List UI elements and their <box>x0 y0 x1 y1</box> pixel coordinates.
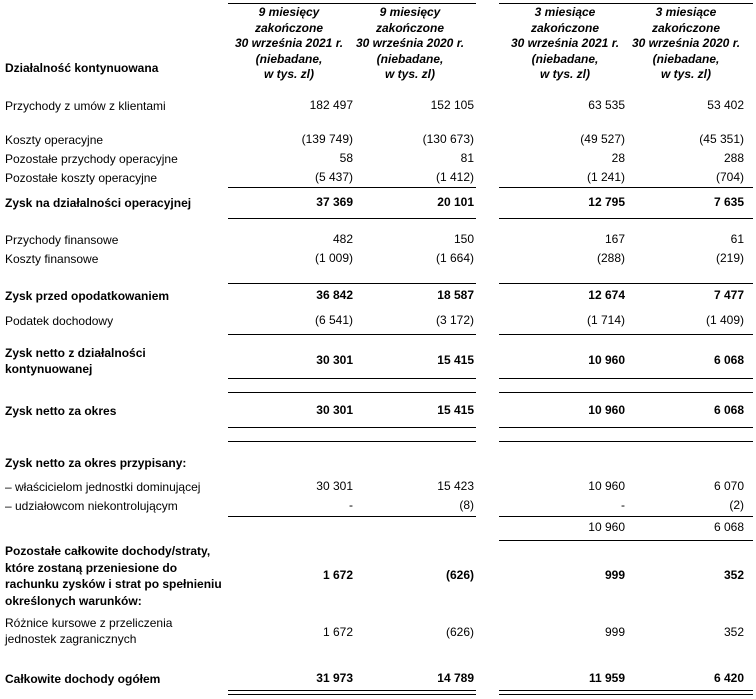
column-header-4 <box>627 5 745 83</box>
value-cell: 18 587 <box>437 288 474 302</box>
value-cell: (1 412) <box>435 170 474 184</box>
value-cell: 999 <box>604 625 625 639</box>
value-cell: 63 535 <box>588 98 625 112</box>
value-cell: (5 437) <box>314 170 353 184</box>
value-cell: (45 351) <box>699 132 744 146</box>
value-cell: 182 497 <box>309 98 353 112</box>
rule-line <box>228 334 476 335</box>
column-header-line: 3 miesiące <box>655 5 717 19</box>
value-cell: 30 301 <box>316 353 353 367</box>
column-header-line: (niebadane, <box>255 51 323 66</box>
row-label-line: Przychody finansowe <box>5 233 119 247</box>
rule-line <box>499 694 753 695</box>
value-cell: (1 714) <box>586 313 625 327</box>
value-cell: (2) <box>729 498 744 512</box>
value-cell: 15 415 <box>437 403 474 417</box>
value-cell: 10 960 <box>588 520 625 534</box>
value-cell: 10 960 <box>588 479 625 493</box>
value-cell: 58 <box>339 151 353 165</box>
value-cell: 288 <box>723 151 744 165</box>
column-header-line: w tys. zl) <box>539 67 590 81</box>
row-label-line: Koszty finansowe <box>5 252 99 266</box>
value-cell: (219) <box>715 251 744 265</box>
value-cell: (130 673) <box>422 132 474 146</box>
row-label-line: rachunku zysków i strat po spełnieniu <box>5 577 222 591</box>
row-label-line: Całkowite dochody ogółem <box>5 672 161 686</box>
value-cell: 10 960 <box>588 353 625 367</box>
rule-line <box>228 427 476 428</box>
column-header-1 <box>230 5 348 83</box>
value-cell: 6 070 <box>713 479 744 493</box>
value-cell: 12 795 <box>588 195 625 209</box>
value-cell: 53 402 <box>707 98 744 112</box>
row-label-line: Zysk na działalności operacyjnej <box>5 196 192 210</box>
column-header-line: 30 września 2021 r. <box>510 36 620 50</box>
row-label-line: Zysk netto z działalności <box>5 346 146 360</box>
value-cell: (6 541) <box>314 313 353 327</box>
rule-line <box>499 540 753 541</box>
rule-line <box>499 690 753 691</box>
rule-line <box>228 516 476 517</box>
row-label-line: które zostaną przeniesione do <box>5 560 178 575</box>
rule-line <box>499 283 753 284</box>
value-cell: (626) <box>445 625 474 639</box>
value-cell: 36 842 <box>316 288 353 302</box>
row-label-line: – udziałowcom niekontrolującym <box>5 499 178 513</box>
value-cell: 81 <box>460 151 474 165</box>
value-cell: 7 477 <box>713 288 744 302</box>
value-cell: 12 674 <box>588 288 625 302</box>
value-cell: 11 959 <box>588 671 625 685</box>
rule-line <box>228 694 476 695</box>
value-cell: (1 409) <box>705 313 744 327</box>
value-cell: - <box>621 498 625 512</box>
row-label-line: Zysk netto za okres przypisany: <box>5 456 187 470</box>
value-cell: 352 <box>723 568 744 582</box>
column-header-line: 30 września 2021 r. <box>234 36 344 50</box>
value-cell: (1 664) <box>435 251 474 265</box>
section-title: Działalność kontynuowana <box>5 61 159 75</box>
column-header-line: 9 miesięcy <box>379 5 441 19</box>
row-label <box>5 345 146 377</box>
row-label <box>5 251 98 267</box>
row-label <box>5 615 172 647</box>
column-header-2 <box>351 5 469 83</box>
column-header-line: zakończone <box>375 20 444 35</box>
row-label <box>5 671 160 687</box>
column-header-3 <box>506 5 624 83</box>
row-label-line: Zysk netto za okres <box>5 404 117 418</box>
row-label-line: określonych warunków: <box>5 593 142 608</box>
rule-line <box>499 187 753 188</box>
column-header-line: w tys. zl) <box>263 67 314 81</box>
rule-line <box>499 334 753 335</box>
value-cell: (3 172) <box>435 313 474 327</box>
value-cell: 31 973 <box>316 671 353 685</box>
value-cell: 6 068 <box>713 353 744 367</box>
row-label <box>5 455 186 471</box>
value-cell: (288) <box>596 251 625 265</box>
column-header-line: w tys. zl) <box>384 67 435 81</box>
value-cell: 1 672 <box>322 568 353 582</box>
value-cell: 150 <box>453 232 474 246</box>
value-cell: 352 <box>723 625 744 639</box>
row-label-line: Zysk przed opodatkowaniem <box>5 289 170 303</box>
column-header-line: zakończone <box>651 20 720 35</box>
value-cell: 20 101 <box>437 195 474 209</box>
row-label-line: – właścicielom jednostki dominującej <box>5 480 201 494</box>
row-label-line: Koszty operacyjne <box>5 133 104 147</box>
value-cell: 1 672 <box>322 625 353 639</box>
value-cell: 30 301 <box>316 479 353 493</box>
column-header-line: 30 września 2020 r. <box>631 36 741 50</box>
value-cell: (626) <box>445 568 474 582</box>
value-cell: 167 <box>604 232 625 246</box>
value-cell: - <box>349 498 353 512</box>
column-header-line: zakończone <box>530 20 599 35</box>
rule-line <box>228 187 476 188</box>
row-label <box>5 151 178 167</box>
row-label <box>5 498 178 514</box>
row-label-line: kontynuowanej <box>5 362 93 376</box>
rule-line <box>228 392 476 393</box>
rule-line <box>499 218 753 219</box>
column-header-line: (niebadane, <box>531 51 599 66</box>
rule-line <box>228 283 476 284</box>
value-cell: 15 415 <box>437 353 474 367</box>
value-cell: 15 423 <box>437 479 474 493</box>
value-cell: (49 527) <box>580 132 625 146</box>
value-cell: 152 105 <box>430 98 474 112</box>
column-header-line: 9 miesięcy <box>258 5 320 19</box>
row-label-line: Różnice kursowe z przeliczenia <box>5 616 173 630</box>
row-label <box>5 195 191 211</box>
rule-line <box>499 378 753 379</box>
rule-line <box>499 3 753 4</box>
value-cell: (704) <box>715 170 744 184</box>
row-label-line: Przychody z umów z klientami <box>5 99 166 113</box>
column-header-line: w tys. zl) <box>660 67 711 81</box>
value-cell: 61 <box>730 232 744 246</box>
rule-line <box>228 218 476 219</box>
row-label-line: Pozostałe całkowite dochody/straty, <box>5 544 211 558</box>
rule-line <box>499 441 753 442</box>
value-cell: 482 <box>332 232 353 246</box>
value-cell: (1 241) <box>586 170 625 184</box>
rule-line <box>499 392 753 393</box>
rule-line <box>499 427 753 428</box>
column-header-line: 3 miesiące <box>534 5 596 19</box>
row-label <box>5 403 116 419</box>
rule-line <box>228 441 476 442</box>
row-label <box>5 170 157 186</box>
value-cell: 6 420 <box>713 671 744 685</box>
row-label <box>5 479 200 495</box>
rule-line <box>228 690 476 691</box>
column-header-line: (niebadane, <box>376 51 444 66</box>
value-cell: 10 960 <box>588 403 625 417</box>
value-cell: (1 009) <box>314 251 353 265</box>
rule-line <box>499 516 753 517</box>
rule-line <box>228 378 476 379</box>
row-label-line: Podatek dochodowy <box>5 314 114 328</box>
row-label <box>5 98 166 114</box>
value-cell: 6 068 <box>713 403 744 417</box>
value-cell: 14 789 <box>437 671 474 685</box>
row-label <box>5 313 113 329</box>
value-cell: 28 <box>611 151 625 165</box>
row-label <box>5 132 103 148</box>
row-label <box>5 232 118 248</box>
row-label-line: Pozostałe koszty operacyjne <box>5 171 158 185</box>
value-cell: 6 068 <box>713 520 744 534</box>
value-cell: 7 635 <box>713 195 744 209</box>
column-header-line: (niebadane, <box>652 51 720 66</box>
rule-line <box>228 3 476 4</box>
column-header-line: 30 września 2020 r. <box>355 36 465 50</box>
row-label <box>5 288 169 304</box>
row-label-line: jednostek zagranicznych <box>5 632 137 646</box>
value-cell: 999 <box>604 568 625 582</box>
value-cell: 30 301 <box>316 403 353 417</box>
row-label-line: Pozostałe przychody operacyjne <box>5 152 178 166</box>
row-label <box>5 543 222 609</box>
value-cell: (8) <box>459 498 474 512</box>
value-cell: (139 749) <box>301 132 353 146</box>
column-header-line: zakończone <box>254 20 323 35</box>
value-cell: 37 369 <box>316 195 353 209</box>
